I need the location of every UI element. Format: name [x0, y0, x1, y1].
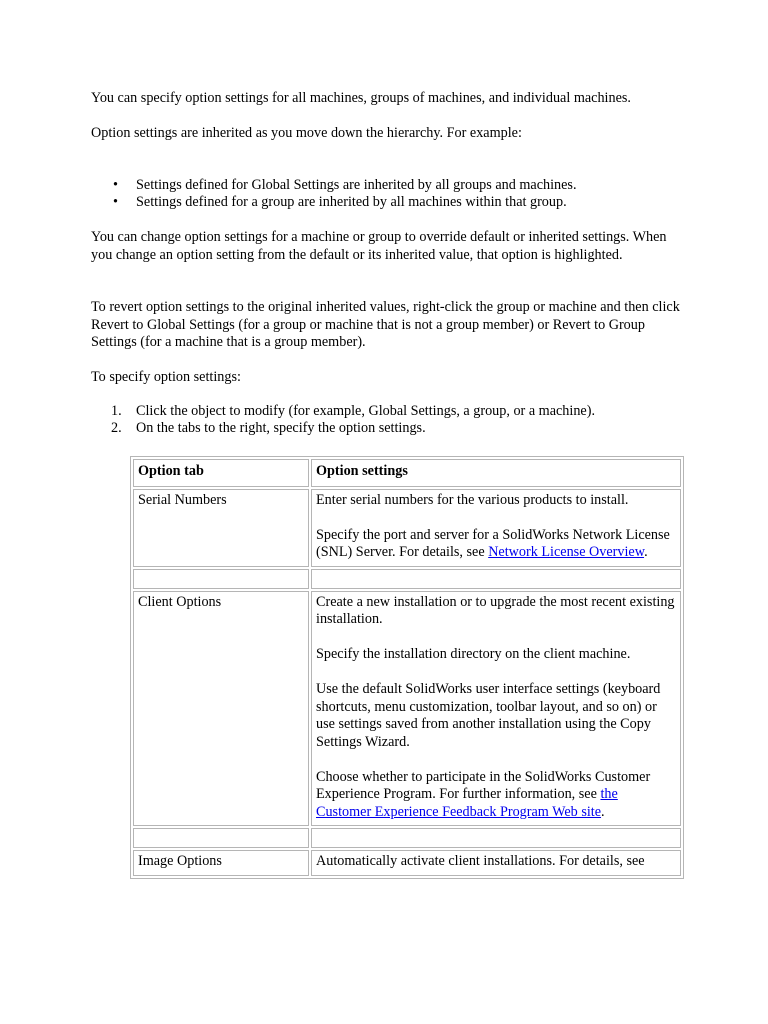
step-number: 2.: [111, 420, 122, 436]
header-option-tab: Option tab: [133, 459, 309, 487]
row-client-options-tab: Client Options: [133, 591, 309, 827]
revert-paragraph: To revert option settings to the original inherited values, right-click the group or machine and then click Revert to Global Settings (for a group or machine that is not a group member) or Revert to Group Settings (for a machine that is a group member).: [91, 299, 680, 350]
spacer-cell: [133, 828, 309, 848]
row-serial-numbers-settings: [311, 489, 681, 567]
step-number: 1.: [111, 403, 122, 419]
spacer-cell: [311, 569, 681, 589]
specify-intro: To specify option settings:: [91, 369, 241, 385]
override-paragraph: You can change option settings for a machine or group to override default or inherited settings. When you change an option setting from the default or its inherited value, that option is highlighted.: [91, 229, 667, 263]
client-settings-p1: Create a new installation or to upgrade the most recent existing installation.: [316, 593, 675, 627]
client-settings-p3: Use the default SolidWorks user interface settings (keyboard shortcuts, menu customization, toolbar layout, and so on) or use settings saved from another installation using the Copy Settings Wizard.: [316, 681, 661, 750]
spacer-cell: [133, 569, 309, 589]
serial-settings-p1: Enter serial numbers for the various products to install.: [316, 491, 629, 508]
intro-paragraph: You can specify option settings for all machines, groups of machines, and individual machines.: [91, 90, 631, 106]
bullet-icon: •: [113, 194, 118, 210]
bullet-text: Settings defined for Global Settings are inherited by all groups and machines.: [136, 177, 577, 193]
client-settings-p2: Specify the installation directory on the client machine.: [316, 646, 631, 662]
bullet-text: Settings defined for a group are inherited by all machines within that group.: [136, 194, 567, 210]
spacer-row: [133, 569, 681, 589]
bullet-icon: •: [113, 177, 118, 193]
spacer-cell: [311, 828, 681, 848]
table-row: [133, 489, 681, 567]
step-text: Click the object to modify (for example, Global Settings, a group, or a machine).: [136, 403, 596, 419]
table-row: [133, 591, 681, 827]
row-serial-numbers-tab: Serial Numbers: [133, 489, 309, 567]
row-image-options-settings: Automatically activate client installations. For details, see: [311, 850, 681, 876]
network-license-overview-link[interactable]: Network License Overview: [488, 544, 645, 560]
row-image-options-tab: Image Options: [133, 850, 309, 876]
option-settings-table: [130, 456, 684, 879]
table-row: [133, 850, 681, 876]
step-text: On the tabs to the right, specify the option settings.: [136, 420, 426, 436]
row-client-options-settings: [311, 591, 681, 827]
table-header-row: [133, 459, 681, 487]
client-settings-p4: Choose whether to participate in the SolidWorks Customer Experience Program. For further information, see the Customer Experience Feedback Program Web site.: [316, 768, 651, 820]
header-option-settings: Option settings: [311, 459, 681, 487]
spacer-row: [133, 828, 681, 848]
serial-settings-p2: Specify the port and server for a SolidWorks Network License (SNL) Server. For details, see Network License Overview.: [316, 526, 670, 560]
inheritance-intro: Option settings are inherited as you move down the hierarchy. For example:: [91, 125, 522, 141]
customer-experience-link[interactable]: the Customer Experience Feedback Program Web site: [316, 786, 618, 820]
